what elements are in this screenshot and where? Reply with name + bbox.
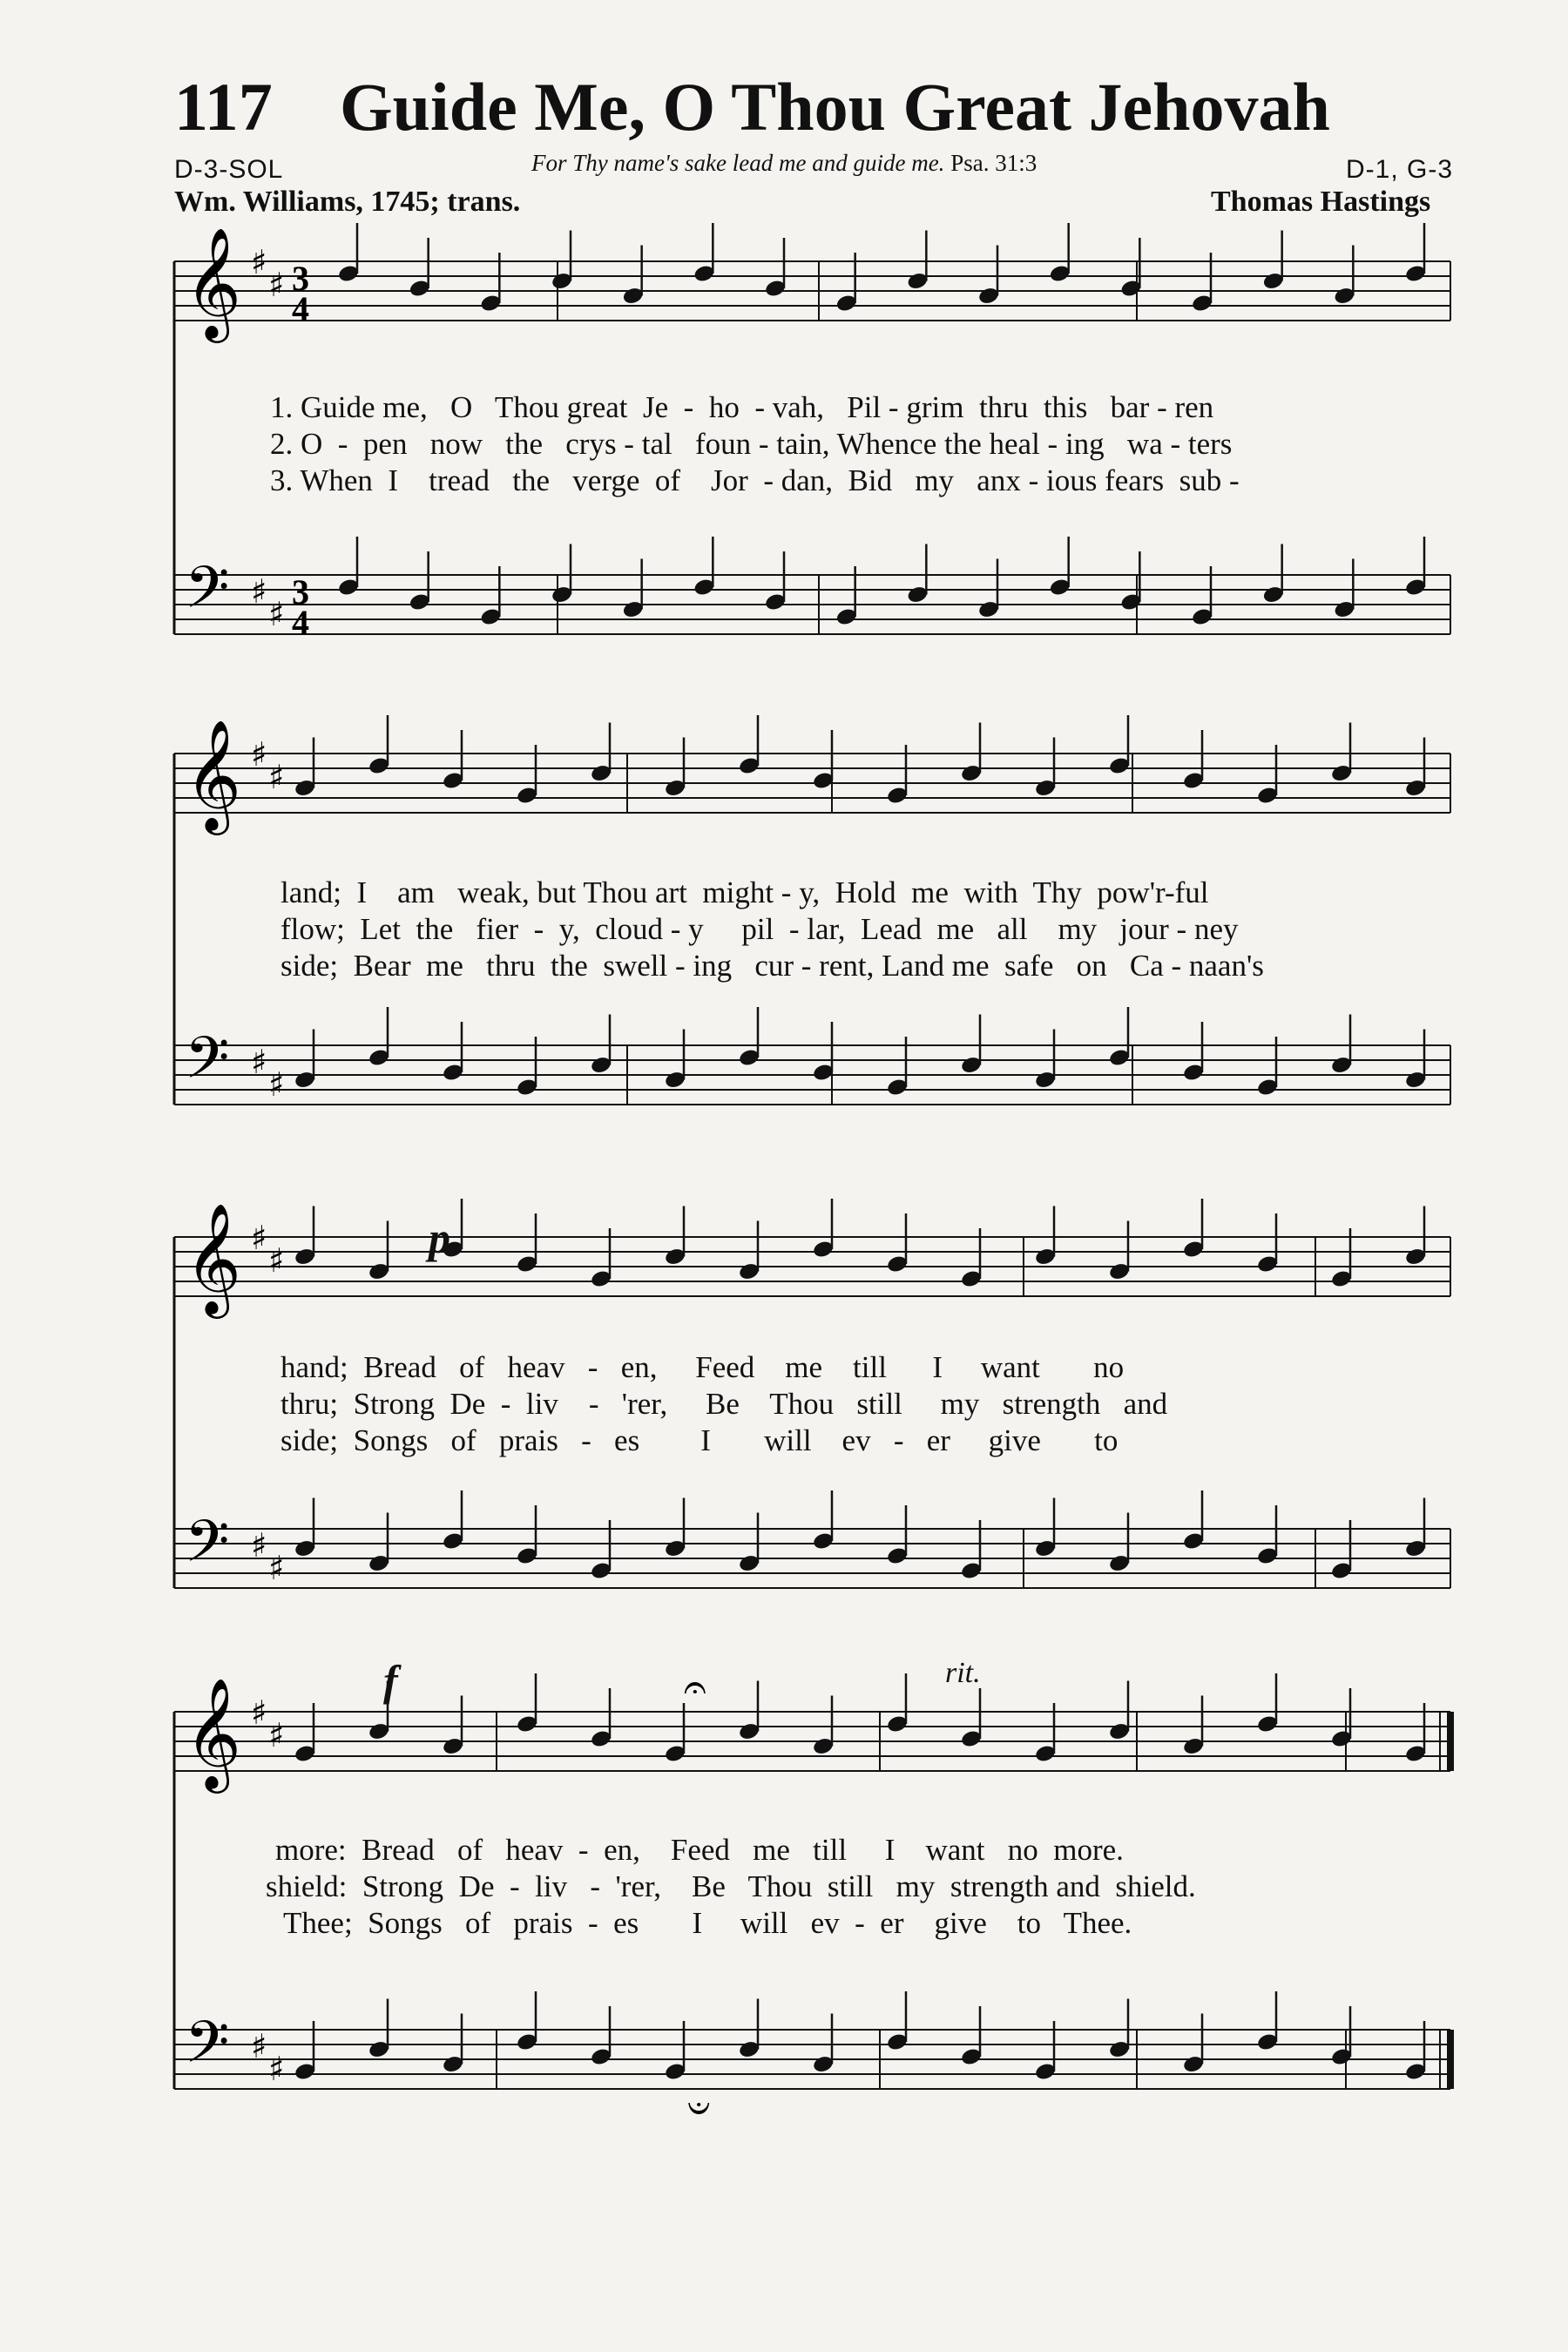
sharp-sign: ♯: [268, 2050, 285, 2088]
author: Wm. Williams, 1745; trans.: [174, 186, 521, 218]
lyric-line: 2. O - pen now the crys - tal foun - tain, Whence the heal - ing wa - ters: [270, 427, 1233, 461]
sharp-sign: ♯: [251, 572, 267, 611]
time-signature-top: 3: [292, 572, 309, 612]
fermata: 𝄐: [684, 1663, 706, 1710]
bass-clef: 𝄢: [185, 554, 230, 635]
treble-clef: 𝄞: [185, 1202, 242, 1314]
meta-left: D-3-SOL: [174, 155, 284, 184]
lyric-line: 3. When I tread the verge of Jor - dan, Bid my anx - ious fears sub -: [270, 463, 1240, 497]
sharp-sign: ♯: [251, 735, 267, 774]
sharp-sign: ♯: [268, 1065, 285, 1104]
meta-right: D-1, G-3: [1346, 155, 1454, 184]
dynamic-forte: f: [383, 1656, 398, 1705]
treble-clef: 𝄞: [185, 226, 242, 338]
sharp-sign: ♯: [268, 1549, 285, 1587]
sharp-sign: ♯: [251, 1526, 267, 1565]
time-signature-bottom: 4: [292, 603, 309, 642]
sharp-sign: ♯: [251, 1219, 267, 1257]
time-signature-top: 3: [292, 259, 309, 298]
scripture-text: For Thy name's sake lead me and guide me.: [531, 150, 945, 176]
lyric-line: Thee; Songs of prais - es I will ev - er give to Thee.: [283, 1906, 1132, 1940]
lyric-line: side; Bear me thru the swell - ing cur - rent, Land me safe on Ca - naan's: [280, 949, 1264, 983]
final-barline-thick: [1447, 2030, 1454, 2089]
bass-clef: 𝄢: [185, 1024, 230, 1105]
hymn-title: Guide Me, O Thou Great Jehovah: [340, 69, 1330, 145]
lyric-line: land; I am weak, but Thou art might - y, Hold me with Thy pow'r-ful: [280, 875, 1209, 909]
composer: Thomas Hastings: [1211, 186, 1431, 218]
lyric-line: more: Bread of heav - en, Feed me till I want no more.: [275, 1833, 1124, 1867]
lyric-line: thru; Strong De - liv - 'rer, Be Thou still my strength and: [280, 1387, 1168, 1421]
sharp-sign: ♯: [251, 1043, 267, 1081]
sharp-sign: ♯: [268, 595, 285, 633]
final-barline-thick: [1447, 1712, 1454, 1771]
treble-clef: 𝄞: [185, 719, 242, 830]
fermata: 𝄐: [687, 2086, 710, 2133]
ritardando-marking: rit.: [945, 1657, 981, 1689]
bass-clef: 𝄢: [185, 1508, 230, 1589]
sharp-sign: ♯: [268, 266, 285, 304]
bass-clef: 𝄢: [185, 2009, 230, 2090]
lyric-line: side; Songs of prais - es I will ev - er give to: [280, 1423, 1119, 1457]
dynamic-piano: p: [429, 1213, 450, 1262]
lyric-line: flow; Let the fier - y, cloud - y pil - lar, Lead me all my jour - ney: [280, 912, 1239, 946]
lyric-line: shield: Strong De - liv - 'rer, Be Thou still my strength and shield.: [266, 1869, 1196, 1903]
sharp-sign: ♯: [251, 2027, 267, 2065]
sharp-sign: ♯: [251, 1693, 267, 1732]
sharp-sign: ♯: [268, 1716, 285, 1754]
sharp-sign: ♯: [268, 1241, 285, 1280]
sharp-sign: ♯: [268, 758, 285, 796]
scripture-reference: Psa. 31:3: [950, 150, 1037, 176]
hymn-number: 117: [174, 69, 273, 145]
lyric-line: 1. Guide me, O Thou great Je - ho - vah, Pil - grim thru this bar - ren: [270, 390, 1214, 424]
lyric-line: hand; Bread of heav - en, Feed me till I want no: [280, 1350, 1125, 1384]
time-signature-bottom: 4: [292, 289, 309, 328]
treble-clef: 𝄞: [185, 1677, 242, 1788]
sharp-sign: ♯: [251, 243, 267, 281]
